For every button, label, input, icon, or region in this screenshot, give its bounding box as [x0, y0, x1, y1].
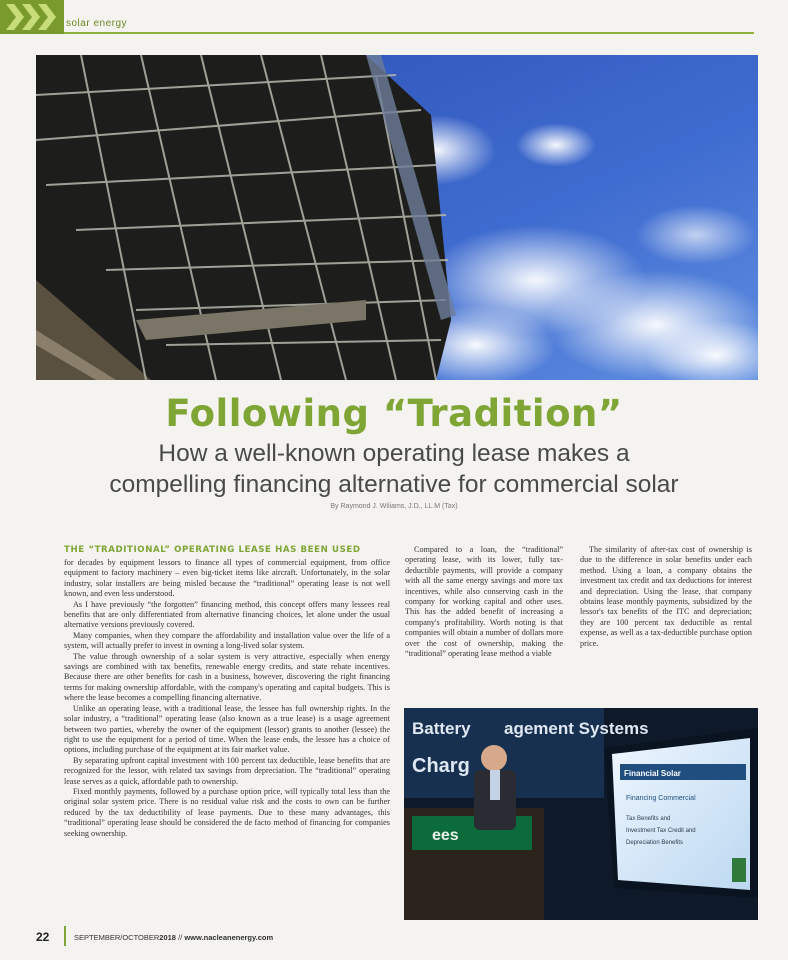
footer-separator: // — [178, 933, 183, 942]
screen-line: Investment Tax Credit and — [626, 828, 696, 834]
banner-text: Battery — [412, 719, 471, 738]
screen-line: Tax Benefits and — [626, 816, 671, 822]
screen-subheading: Financing Commercial — [626, 795, 696, 802]
footer-url[interactable]: www.nacleanenergy.com — [184, 933, 274, 942]
article-subtitle — [40, 438, 748, 500]
article-column-3 — [580, 545, 752, 649]
paragraph: Many companies, when they compare the affordability and installation value over the life of a system, will actually prefer to invest in owning a long-lived solar system. — [64, 630, 390, 651]
footer-divider — [64, 926, 66, 946]
paragraph: The value through ownership of a solar system is very attractive, especially when energy savings are combined with tax benefits, renewable energy credits, and state rebate incentives. Because there are other benefits for cash in a business, however, discovering the right financing terms for making ownership affordable, with the company's operating and capital budgets. This is where the lease becomes a compelling financing alternative. — [64, 651, 390, 703]
article-column-1 — [64, 545, 390, 839]
screen-line: Depreciation Benefits — [626, 840, 684, 846]
lead-heading: THE “TRADITIONAL” OPERATING LEASE HAS BEEN USED — [64, 545, 361, 555]
paragraph: for decades by equipment lessors to finance all types of commercial equipment, from office equipment to factory machinery – even big-ticket items like aircraft. Unfortunately, in the solar industry, solar installers are being misled because the “traditional” operating lease is not well known, and even less understood. — [64, 558, 390, 599]
podium-logo: ees — [432, 827, 459, 844]
subtitle-line: compelling financing alternative for commercial solar — [109, 471, 679, 498]
page-number: 22 — [36, 930, 50, 944]
hero-photo — [36, 55, 758, 380]
issue-year: 2018 — [159, 933, 176, 942]
banner-text: agement Systems — [504, 719, 649, 738]
chevron-icon — [22, 4, 40, 30]
paragraph: Fixed monthly payments, followed by a purchase option price, will typically total less than the original solar system price. There is no residual value risk and the costs to own can be further reduced by the tax deductibility of lease payments. Due to these many advantages, this “traditional” operating lease should be considered the de facto method of financing for companies seeking ownership. — [64, 786, 390, 838]
presentation-photo — [404, 708, 758, 920]
paragraph: Unlike an operating lease, with a traditional lease, the lessee has full ownership rights. In the solar industry, a “traditional” operating lease (also known as a true lease) is a usage agreement between two parties, whereby the owner of the equipment (lessor) grants to another (lessee) the right to use the equipment for a period of time. When the lease ends, the lessee has a choice of options, including purchase of the equipment at its fair market value. — [64, 703, 390, 755]
header-rule — [64, 32, 754, 34]
byline: By Raymond J. Wiliams, J.D., LL.M (Tax) — [330, 503, 458, 510]
subtitle-line: How a well-known operating lease makes a — [158, 440, 630, 467]
section-label: solar energy — [66, 18, 128, 29]
footer-issue — [74, 933, 273, 942]
screen-heading: Financial Solar — [624, 769, 681, 778]
paragraph: Compared to a loan, the “traditional” operating lease, with its lower, fully tax-deductible payments, will provide a company with all the same energy savings and more tax incentives, while also conserving cash in the company for working capital and other uses. This has the added benefit of increasing a company's profitability. Worth noting is that companies will obtain a number of dollars more over the cost of ownership, making the “traditional” operating lease method a viable — [405, 545, 563, 659]
article-title: Following “Tradition” — [165, 392, 623, 435]
paragraph: As I have previously “the forgotten” financing method, this concept offers many lessees real benefits that are only differentiated from alternative financing choices, let alone under the usual alternative versions previously covered. — [64, 599, 390, 630]
paragraph: The similarity of after-tax cost of ownership is due to the difference in solar benefits under each method. Using a loan, a company obtains the investment tax credit and tax deductions for interest and depreciation. Using the lease, that company obtains lease monthly payments, subsidized by the lessor's tax benefits of the ITC and depreciation; they are 100 percent tax deductible as rental expense, as well as a tax-deductible purchase option price. — [580, 545, 752, 648]
article-column-2 — [405, 545, 563, 659]
chevron-icon — [6, 4, 24, 30]
issue-prefix: SEPTEMBER/OCTOBER — [74, 933, 160, 942]
section-tab — [0, 0, 64, 34]
chevron-icon — [38, 4, 56, 30]
banner-text: Charg — [412, 755, 470, 777]
paragraph: By separating upfront capital investment with 100 percent tax deductible, lease benefits that are recognized for the lessor, with related tax savings from depreciation. The “traditional” operating lease serves as a quick, affordable path to ownership. — [64, 755, 390, 786]
